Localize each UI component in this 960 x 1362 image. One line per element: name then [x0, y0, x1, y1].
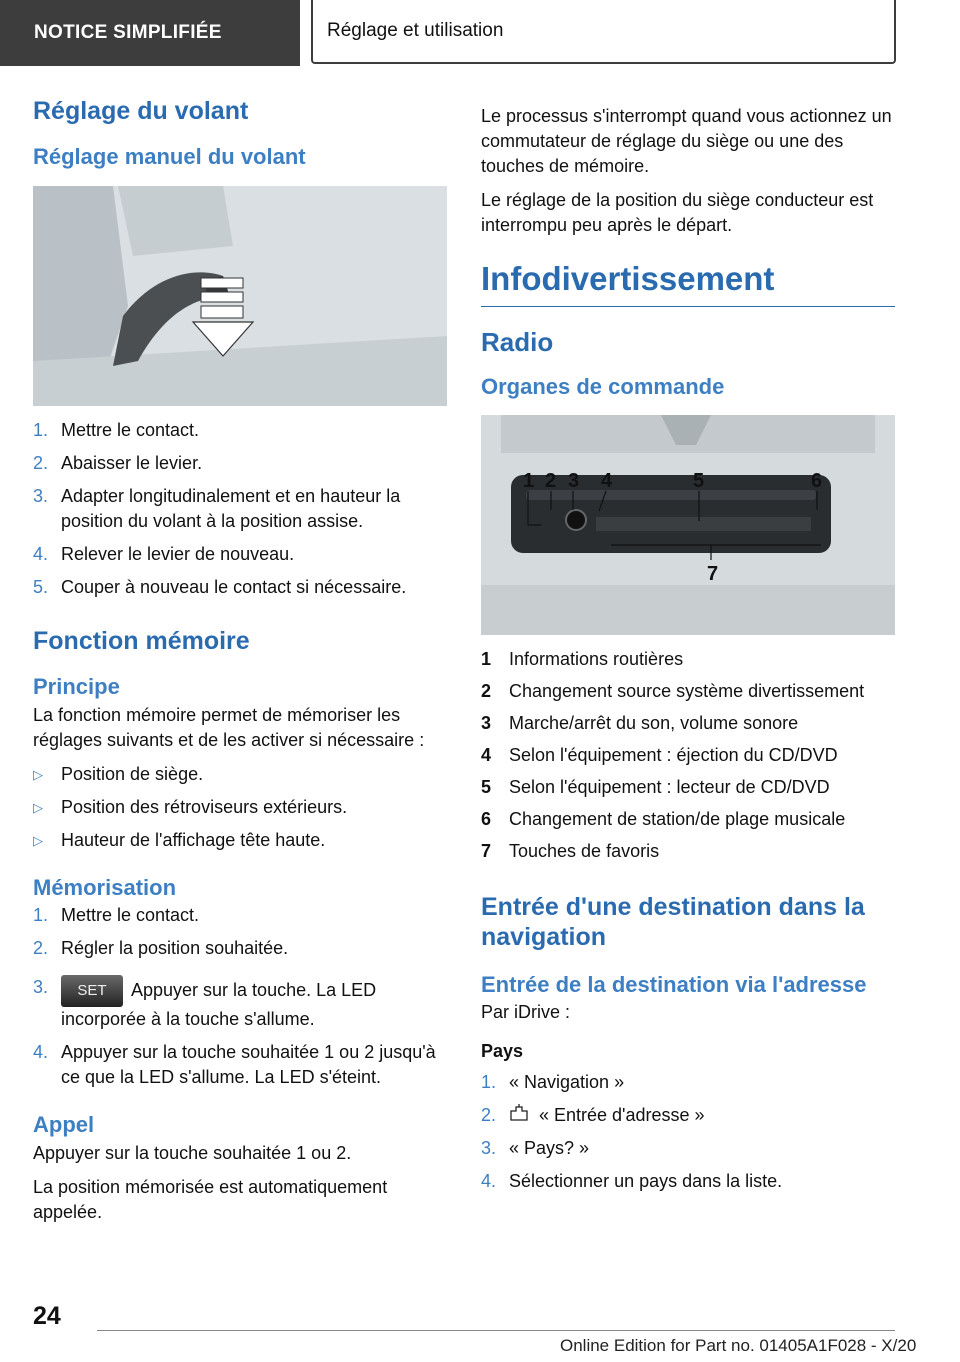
list-item: 4. Appuyer sur la touche souhaitée 1 ou 2 jusqu'à ce que la LED s'allume. La LED s'éteint.: [33, 1042, 436, 1088]
appel-text-2: La position mémorisée est automatiquement appelée.: [33, 1176, 388, 1222]
list-item: ▷ Position des rétroviseurs extérieurs.: [33, 796, 348, 817]
heading-controls: Organes de commande: [481, 374, 725, 400]
heading-address: Entrée de la destination via l'adresse: [481, 971, 867, 997]
list-item: 7 Touches de favoris: [481, 840, 660, 861]
heading-memory: Fonction mémoire: [33, 627, 250, 656]
interrupt-text: Le processus s'interrompt quand vous actionnez un commutateur de réglage du siège ou une des touches de mémoire.: [481, 106, 892, 176]
list-item: ▷ Hauteur de l'affichage tête haute.: [33, 829, 326, 850]
list-item: 1. Mettre le contact.: [33, 905, 200, 926]
controls-legend: [481, 647, 895, 864]
principle-text: La fonction mémoire permet de mémoriser les réglages suivants et de les activer si nécessaire :: [33, 704, 425, 750]
heading-infotainment: Infodivertissement: [481, 260, 895, 307]
list-item: 6 Changement de station/de plage musicale: [481, 808, 846, 829]
list-item: 2 Changement source système divertissement: [481, 680, 865, 701]
page-header: [0, 0, 300, 66]
pays-label: Pays: [481, 1040, 524, 1061]
list-item: 1. Mettre le contact.: [33, 420, 200, 441]
appel-text-1: Appuyer sur la touche souhaitée 1 ou 2.: [33, 1142, 352, 1163]
address-entry-icon: [509, 1103, 531, 1128]
list-item: 1. « Navigation »: [481, 1071, 625, 1092]
svg-text:7: 7: [707, 562, 719, 585]
svg-text:3: 3: [568, 469, 580, 492]
edition-text: Online Edition for Part no. 01405A1F028 - X/20: [560, 1336, 917, 1355]
list-item: 3 Marche/arrêt du son, volume sonore: [481, 712, 799, 733]
radio-controls-image: [481, 415, 895, 635]
page-number: 24: [33, 1302, 61, 1330]
svg-text:6: 6: [811, 469, 823, 492]
list-item: 5 Selon l'équipement : lecteur de CD/DVD: [481, 776, 830, 797]
list-item: 3. Adapter longitudinalement et en hauteur la position du volant à la position assise.: [33, 486, 401, 532]
set-button-icon: SET: [61, 975, 123, 1007]
heading-radio: Radio: [481, 327, 554, 357]
svg-text:2: 2: [545, 469, 557, 492]
footer-divider: [97, 1330, 895, 1331]
heading-steering: Réglage du volant: [33, 97, 249, 125]
steering-steps: [33, 418, 447, 600]
svg-text:5: 5: [693, 469, 705, 492]
list-item: 3. « Pays? »: [481, 1137, 590, 1158]
svg-text:4: 4: [601, 469, 613, 492]
list-item: ▷ Position de siège.: [33, 763, 204, 784]
chapter-tab: Réglage et utilisation: [311, 0, 896, 64]
list-item: 2. Régler la position souhaitée.: [33, 938, 289, 959]
heading-appel: Appel: [33, 1112, 95, 1138]
heading-manual-steering: Réglage manuel du volant: [33, 144, 306, 169]
list-item: 3. SET Appuyer sur la touche. La LED incorporée à la touche s'allume.: [33, 977, 377, 1030]
idrive-text: Par iDrive :: [481, 1001, 571, 1022]
heading-navigation: Entrée d'une destination dans la navigation: [481, 892, 865, 951]
section-tab: NOTICE SIMPLIFIÉE: [0, 0, 300, 66]
list-item: 2. « Entrée d'adresse »: [481, 1103, 895, 1128]
heading-memorize: Mémorisation: [33, 874, 177, 900]
list-item: 4. Relever le levier de nouveau.: [33, 544, 295, 565]
right-column: [481, 104, 895, 1202]
seat-text: Le réglage de la position du siège conducteur est interrompu peu après le départ.: [481, 190, 874, 235]
list-item: 2. Abaisser le levier.: [33, 453, 203, 474]
list-item: 5. Couper à nouveau le contact si nécessaire.: [33, 577, 407, 598]
left-column: [33, 96, 447, 1234]
steering-lever-image: [33, 186, 447, 406]
heading-principle: Principe: [33, 674, 120, 700]
list-item: 4. Sélectionner un pays dans la liste.: [481, 1170, 783, 1191]
list-item: 4 Selon l'équipement : éjection du CD/DVD: [481, 744, 838, 765]
svg-text:1: 1: [523, 469, 535, 492]
list-item: 1 Informations routières: [481, 648, 684, 669]
